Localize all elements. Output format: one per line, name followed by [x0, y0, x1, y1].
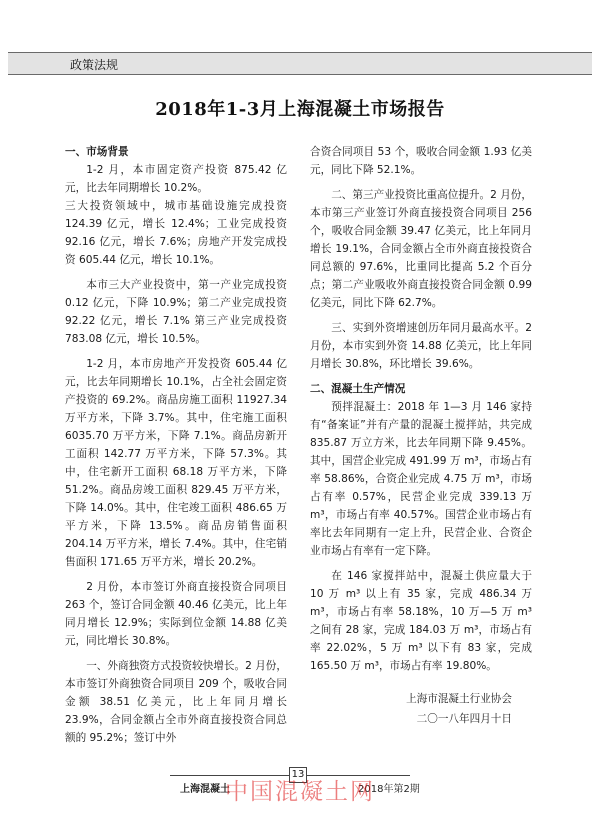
paragraph: 合资合同项目 53 个，吸收合同金额 1.93 亿美元，同比下降 52.1%。 — [310, 146, 532, 176]
paragraph: 1-2 月，本市房地产开发投资 605.44 亿元，比去年同期增长 10.1%，占全社会固定资产投资的 69.2%。商品房施工面积 11927.34 万平方米，下降 3.7%。其中，住宅施工面积 6035.70 万平方米，下降 7.1%。商品房新开工面积 142.77 万平方米，下降 57.3%。其中，住宅新开工面积 68.18 万平方米，下降 51.2%。商品房竣工面积 829.45 万平方米，下降 14.0%。其中，住宅竣工面积 486.65 万平方米，下降 13.5%。商品房销售面积 204.14 万平方米，增长 7.4%。其中，住宅销售面积 171.65 万平方米，增长 20.2%。 — [65, 358, 287, 568]
paragraph: 在 146 家搅拌站中，混凝土供应量大于 10 万 m³ 以上有 35 家，完成 486.34 万 m³，市场占有率 58.18%，10 万—5 万 m³ 之间有 28 家，完成 184.03 万 m³，市场占有率 22.02%，5 万 m³ 以下有 83 家，完成 165.50 万 m³，市场占有率 19.80%。 — [310, 570, 532, 672]
section-heading: 一、市场背景 — [65, 146, 129, 158]
paragraph: 三、实到外资增速创历年同月最高水平。2 月份，本市实到外资 14.88 亿美元，比上年同月增长 30.8%，环比增长 39.6%。 — [310, 322, 532, 370]
footer-magazine-name: 上海混凝土 — [180, 784, 230, 795]
paragraph: 三大投资领域中，城市基础设施完成投资 124.39 亿元，增长 12.4%；工业完成投资 92.16 亿元，增长 7.6%；房地产开发完成投资 605.44 亿元，增长 10.1%。 — [65, 200, 287, 266]
signoff-date: 二〇一八年四月十日 — [416, 713, 512, 725]
paragraph: 一、外商独资方式投资较快增长。2 月份，本市签订外商独资合同项目 209 个，吸收合同金额 38.51 亿美元，比上年同月增长 23.9%，合同金额占全市外商直接投资合同总额的 95.2%；签订中外 — [65, 660, 287, 744]
page-number: 13 — [289, 767, 307, 783]
paragraph: 二、第三产业投资比重高位提升。2 月份，本市第三产业签订外商直接投资合同项目 256 个，吸收合同金额 39.47 亿美元，比上年同月增长 19.1%，合同金额占全市外商直接投资合同总额的 97.6%，比重同比提高 5.2 个百分点；第二产业吸收外商直接投资合同金额 0.99 亿美元，同比下降 62.7%。 — [310, 189, 532, 309]
section-heading: 二、混凝土生产情况 — [310, 383, 406, 395]
right-column — [310, 143, 532, 729]
signoff-org: 上海市混凝土行业协会 — [406, 693, 512, 705]
watermark: 中国混凝土网 — [225, 779, 375, 805]
right-column-body — [310, 143, 532, 675]
section-banner — [8, 52, 592, 75]
footer-issue: 2018年第2期 — [358, 784, 420, 795]
paragraph: 2 月份，本市签订外商直接投资合同项目 263 个，签订合同金额 40.46 亿美元，比上年同月增长 12.9%；实际到位金额 14.88 亿美元，同比增长 30.8%。 — [65, 581, 287, 647]
section-label: 政策法规 — [70, 58, 119, 72]
document-title: 2018年1-3月上海混凝土市场报告 — [155, 99, 445, 120]
paragraph: 本市三大产业投资中，第一产业完成投资 0.12 亿元，下降 10.9%；第二产业完成投资 92.22 亿元，增长 7.1% 第三产业完成投资 783.08 亿元，增长 10.5%。 — [65, 279, 287, 345]
left-column — [65, 143, 287, 747]
paragraph: 预拌混凝土：2018 年 1—3 月 146 家持有“备案证”并有产量的混凝土搅拌站，共完成 835.87 万立方米，比去年同期下降 9.45%。其中，国营企业完成 491.99 万 m³，市场占有率 58.86%，合资企业完成 4.75 万 m³，市场占有率 0.57%，民营企业完成 339.13 万 m³，市场占有率 40.57%。国营企业市场占有率比去年同期有一定上升，民营企业、合资企业市场占有率有一定下降。 — [310, 401, 532, 557]
paragraph: 1-2 月，本市固定资产投资 875.42 亿元，比去年同期增长 10.2%。 — [65, 164, 287, 194]
signoff — [310, 689, 532, 729]
